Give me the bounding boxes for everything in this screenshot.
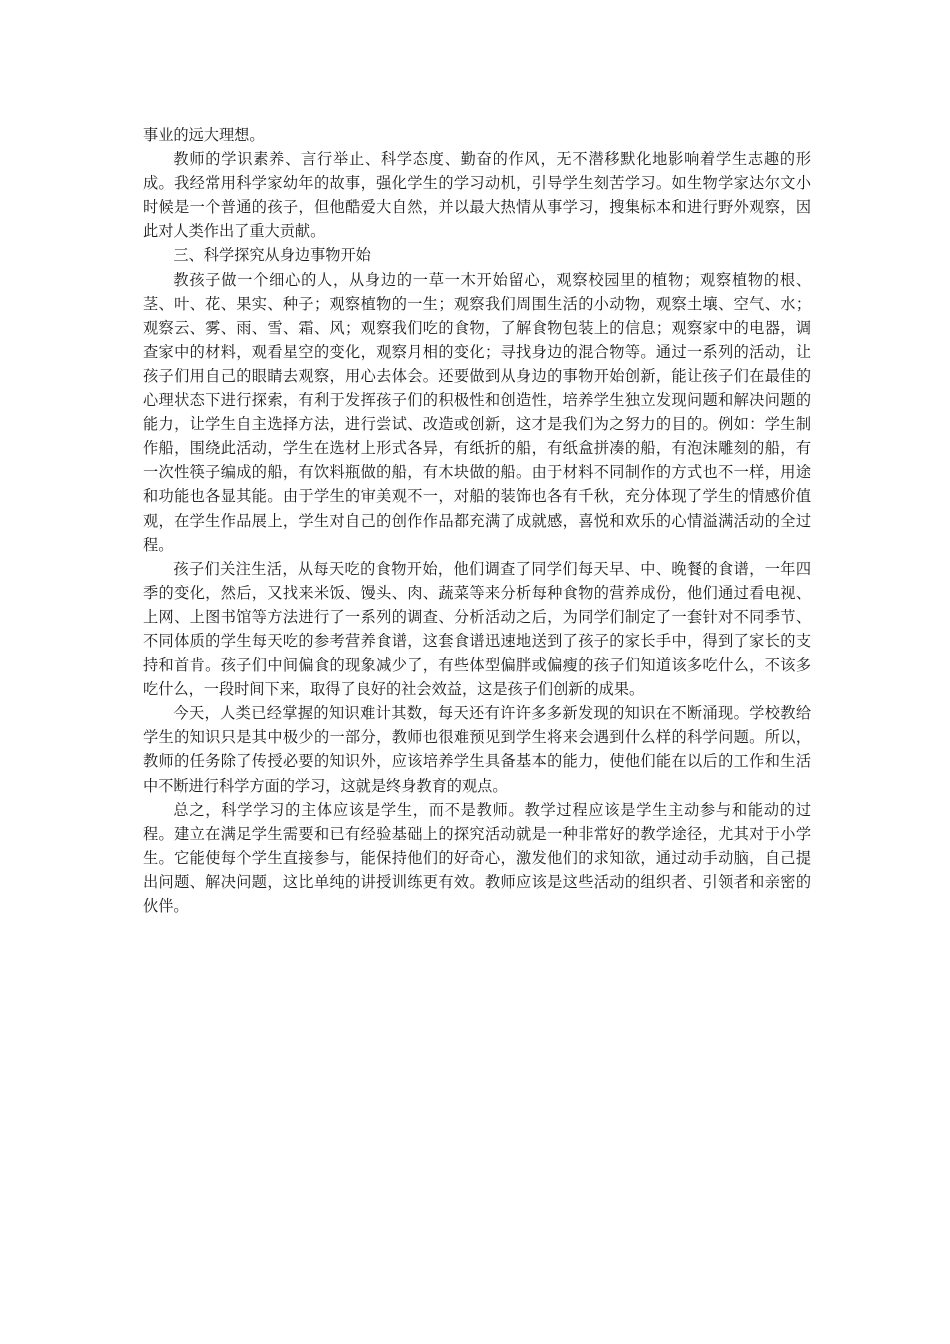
paragraph-lifelong-learning: 今天，人类已经掌握的知识难计其数，每天还有许许多多新发现的知识在不断涌现。学校教给学生的知识只是其中极少的一部分，教师也很难预见到学生将来会遇到什么样的科学问题。所以，教师的任务除了传授必要的知识外，应该培养学生具备基本的能力，使他们能在以后的工作和生活中不断进行科学方面的学习，这就是终身教育的观点。 (143, 704, 811, 795)
paragraph-teacher-influence: 教师的学识素养、言行举止、科学态度、勤奋的作风，无不潜移默化地影响着学生志趣的形成。我经常用科学家幼年的故事，强化学生的学习动机，引导学生刻苦学习。如生物学家达尔文小时候是一个普通的孩子，但他酷爱大自然，并以最大热情从事学习，搜集标本和进行野外观察，因此对人类作出了重大贡献。 (143, 150, 811, 241)
paragraph-observation: 教孩子做一个细心的人，从身边的一草一木开始留心，观察校园里的植物；观察植物的根、茎、叶、花、果实、种子；观察植物的一生；观察我们周围生活的小动物，观察土壤、空气、水；观察云、雾、雨、雪、霜、风；观察我们吃的食物，了解食物包装上的信息；观察家中的电器，调查家中的材料，观看星空的变化，观察月相的变化；寻找身边的混合物等。通过一系列的活动，让孩子们用自己的眼睛去观察，用心去体会。还要做到从身边的事物开始创新，能让孩子们在最佳的心理状态下进行探索，有利于发挥孩子们的积极性和创造性，培养学生独立发现问题和解决问题的能力，让学生自主选择方法，进行尝试、改造或创新，这才是我们为之努力的目的。例如：学生制作船，围绕此活动，学生在选材上形式各异，有纸折的船，有纸盒拼凑的船，有泡沫雕刻的船，有一次性筷子编成的船，有饮料瓶做的船，有木块做的船。由于材料不同制作的方式也不一样，用途和功能也各显其能。由于学生的审美观不一，对船的装饰也各有千秋，充分体现了学生的情感价值观，在学生作品展上，学生对自己的创作作品都充满了成就感，喜悦和欢乐的心情溢满活动的全过程。 (143, 270, 811, 554)
paragraph-continuation: 事业的远大理想。 (143, 126, 265, 144)
paragraph-nutrition: 孩子们关注生活，从每天吃的食物开始，他们调查了同学们每天早、中、晚餐的食谱，一年四季的变化，然后，又找来米饭、馒头、肉、蔬菜等来分析每种食物的营养成份，他们通过看电视、上网、上图书馆等方法进行了一系列的调查、分析活动之后，为同学们制定了一套针对不同季节、不同体质的学生每天吃的参考营养食谱，这套食谱迅速地送到了孩子的家长手中，得到了家长的支持和首肯。孩子们中间偏食的现象减少了，有些体型偏胖或偏瘦的孩子们知道该多吃什么，不该多吃什么，一段时间下来，取得了良好的社会效益，这是孩子们创新的成果。 (143, 559, 811, 699)
section-heading-3: 三、科学探究从身边事物开始 (173, 246, 371, 265)
document-body (143, 123, 811, 918)
paragraph-conclusion: 总之，科学学习的主体应该是学生，而不是教师。教学过程应该是学生主动参与和能动的过程。建立在满足学生需要和已有经验基础上的探究活动就是一种非常好的教学途径，尤其对于小学生。它能使每个学生直接参与，能保持他们的好奇心，激发他们的求知欲，通过动手动脑，自己提出问题、解决问题，这比单纯的讲授训练更有效。教师应该是这些活动的组织者、引领者和亲密的伙伴。 (143, 800, 811, 915)
